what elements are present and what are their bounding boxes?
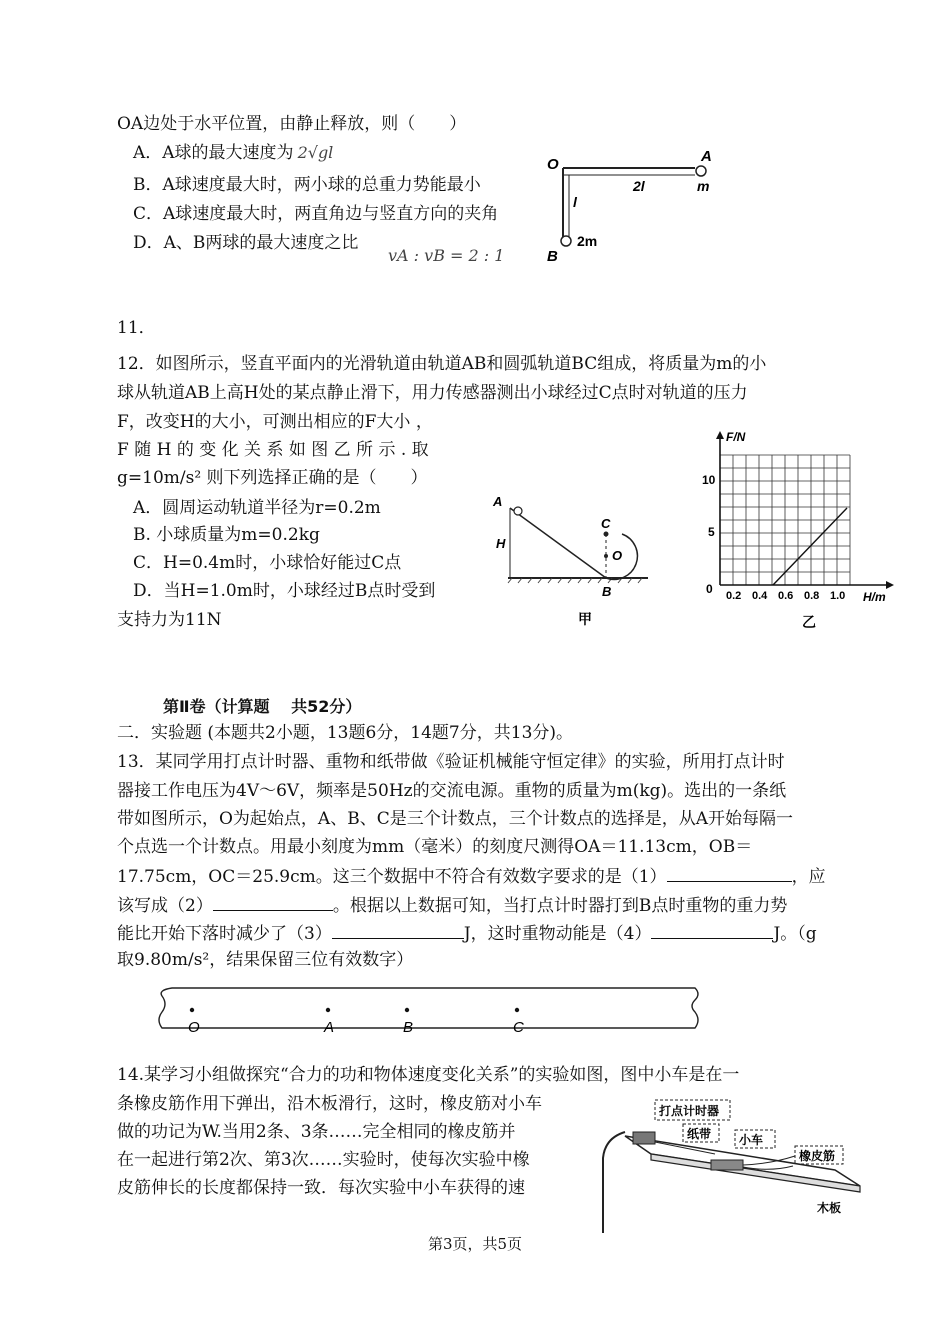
q13-line5-text: 17.75cm，OC＝25.9cm。这三个数据中不符合有效数字要求的是（1） — [117, 867, 667, 887]
x-tick-0-6: 0.6 — [778, 590, 794, 602]
answer-blank-4[interactable] — [651, 920, 773, 939]
label-tape: 纸带 — [687, 1127, 712, 1141]
label-band: 橡皮筋 — [799, 1149, 836, 1163]
part2-section: 二．实验题 (本题共2小题，13题6分，14题7分，共13分)。 — [117, 723, 574, 743]
q14-line4: 在一起进行第2次、第3次……实验时，使每次实验中橡 — [117, 1150, 530, 1170]
x-tick-1-0: 1.0 — [830, 590, 846, 602]
y-axis-label: F/N — [726, 430, 746, 444]
cart-body — [711, 1160, 743, 1170]
q13-line7-text: 能比开始下落时减少了（3） — [117, 924, 332, 944]
q14-line5: 皮筋伸长的长度都保持一致．每次实验中小车获得的速 — [117, 1178, 525, 1198]
label-o: O — [547, 156, 559, 173]
q10-option-d: D．A、B两球的最大速度之比 — [133, 233, 359, 253]
label-h: H — [496, 536, 506, 551]
dot-a — [326, 1008, 330, 1012]
f-h-line — [773, 508, 847, 585]
label-cart: 小车 — [739, 1133, 764, 1147]
q10-option-a-math: 2√gl — [297, 143, 334, 162]
q13-line6-text: 该写成（2） — [117, 896, 213, 916]
q13-line4: 个点选一个计数点。用最小刻度为mm（毫米）的刻度尺测得OA＝11.13cm，OB＝ — [117, 837, 753, 857]
tape-label-b: B — [403, 1019, 414, 1036]
q14-apparatus-figure — [595, 1098, 875, 1238]
timer-device — [633, 1132, 655, 1144]
q11-number: 11． — [117, 318, 156, 338]
q10-option-b: B．A球速度最大时，两小球的总重力势能最小 — [133, 175, 481, 195]
answer-blank-3[interactable] — [332, 920, 464, 939]
q12-option-d-cont: 支持力为11N — [117, 610, 222, 630]
answer-blank-2[interactable] — [213, 892, 333, 911]
q13-line1: 13．某同学用打点计时器、重物和纸带做《验证机械能守恒定律》的实验，所用打点计时 — [117, 752, 785, 772]
q10-figure — [535, 145, 735, 270]
x-axis-arrow — [886, 581, 894, 589]
tape-label-c: C — [513, 1019, 524, 1036]
q12-line4: F 随 H 的 变 化 关 系 如 图 乙 所 示 . 取 — [117, 440, 429, 460]
caption-jia: 甲 — [578, 611, 592, 627]
dot-b — [405, 1008, 409, 1012]
q13-line6-tail: 。根据以上数据可知，当打点计时器打到B点时重物的重力势 — [332, 896, 788, 916]
caption-yi: 乙 — [802, 614, 816, 630]
q14-line1: 14.某学习小组做探究“合力的功和物体速度变化关系”的实验如图，图中小车是在一 — [117, 1065, 740, 1085]
track-ab — [510, 508, 606, 578]
label-l: l — [573, 194, 577, 210]
q12-option-a: A．圆周运动轨道半径为r=0.2m — [133, 498, 381, 518]
q13-line5-tail: ，应 — [791, 867, 826, 887]
q10-option-d-math: vA : vB = 2 : 1 — [388, 246, 505, 265]
q13-line7-mid: J，这时重物动能是（4） — [463, 924, 652, 944]
q12-option-c: C．H=0.4m时，小球恰好能过C点 — [133, 553, 402, 573]
q13-line7-tail: J。（g — [773, 924, 817, 944]
label-b: B — [547, 248, 558, 265]
dot-c — [515, 1008, 519, 1012]
label-a: A — [493, 494, 503, 509]
ball-a — [696, 166, 706, 176]
dot-o — [190, 1008, 194, 1012]
label-m: m — [697, 178, 710, 194]
answer-blank-1[interactable] — [667, 863, 792, 882]
q14-line3: 做的功记为W.当用2条、3条……完全相同的橡皮筋并 — [117, 1122, 516, 1142]
label-2l: 2l — [633, 178, 645, 194]
q12-figure-jia — [488, 490, 663, 635]
grid — [720, 455, 850, 585]
q12-line2: 球从轨道AB上高H处的某点静止滑下，用力传感器测出小球经过C点时对轨道的压力 — [117, 383, 748, 403]
q13-line7 — [117, 920, 817, 946]
q13-line5 — [117, 863, 826, 889]
label-c: C — [601, 516, 611, 531]
part2-header: 第Ⅱ卷（计算题 共52分） — [163, 697, 362, 716]
y-tick-5: 5 — [708, 525, 715, 539]
q12-figure-yi — [700, 425, 900, 635]
label-b: B — [602, 584, 612, 599]
label-a: A — [701, 148, 712, 165]
q12-line3: F，改变H的大小，可测出相应的F大小 ， — [117, 412, 433, 432]
q10-option-a-text: A．A球的最大速度为 — [133, 143, 294, 163]
origin-label: 0 — [706, 582, 713, 596]
q12-option-b: B. 小球质量为m=0.2kg — [133, 525, 320, 545]
y-axis-arrow — [716, 431, 724, 439]
q12-option-d: D．当H=1.0m时，小球经过B点时受到 — [133, 581, 436, 601]
q10-option-c: C．A球速度最大时，两直角边与竖直方向的夹角 — [133, 204, 499, 224]
x-tick-0-8: 0.8 — [804, 590, 820, 602]
q12-line1: 12．如图所示，竖直平面内的光滑轨道由轨道AB和圆弧轨道BC组成，将质量为m的小 — [117, 354, 767, 374]
y-tick-10: 10 — [702, 473, 716, 487]
q13-paper-tape — [150, 980, 715, 1040]
point-c — [604, 532, 609, 537]
x-tick-0-4: 0.4 — [752, 590, 768, 602]
label-o: O — [612, 548, 623, 563]
q13-line8: 取9.80m/s²，结果保留三位有效数字） — [117, 950, 414, 970]
label-board: 木板 — [817, 1201, 842, 1215]
cord — [603, 1132, 625, 1233]
tape-label-a: A — [324, 1019, 335, 1036]
q13-line2: 器接工作电压为4V～6V，频率是50Hz的交流电源。重物的质量为m(kg)。选出的一条纸 — [117, 781, 787, 801]
q12-line5: g=10m/s² 则下列选择正确的是（ ） — [117, 468, 428, 488]
label-2m: 2m — [577, 233, 598, 249]
ball — [514, 507, 522, 515]
tape-outline — [159, 988, 698, 1028]
label-timer: 打点计时器 — [659, 1104, 720, 1118]
q10-stem: OA边处于水平位置，由静止释放，则（ ） — [117, 114, 467, 134]
x-tick-0-2: 0.2 — [726, 590, 742, 602]
page-footer: 第3页，共5页 — [427, 1235, 523, 1253]
q13-line6 — [117, 892, 787, 918]
q14-line2: 条橡皮筋作用下弹出，沿木板滑行，这时，橡皮筋对小车 — [117, 1094, 542, 1114]
q10-option-a — [133, 141, 333, 165]
tape-label-o: O — [188, 1019, 200, 1036]
ball-b — [561, 236, 571, 246]
x-axis-label: H/m — [863, 590, 886, 604]
q13-line3: 带如图所示，O为起始点，A、B、C是三个计数点，三个计数点的选择是，从A开始每隔一 — [117, 809, 793, 829]
point-o — [604, 554, 608, 558]
